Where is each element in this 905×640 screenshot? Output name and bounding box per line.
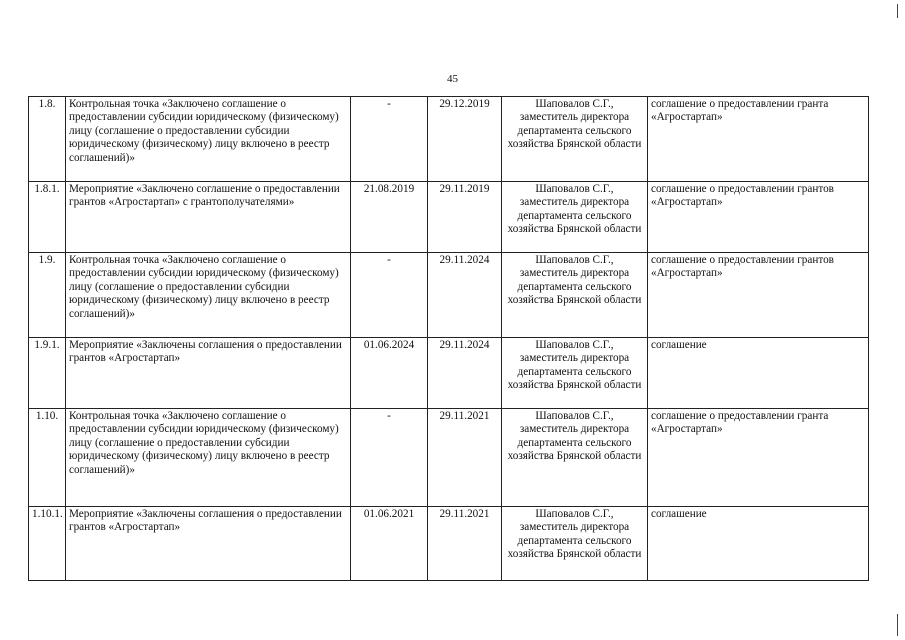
row-number: 1.9. (29, 253, 66, 338)
start-date: 21.08.2019 (351, 182, 428, 253)
start-date: 01.06.2021 (351, 507, 428, 581)
event-name: Мероприятие «Заключены соглашения о предоставлении грантов «Агростартап» (66, 507, 351, 581)
table-row (29, 507, 869, 581)
end-date: 29.12.2019 (428, 97, 502, 182)
row-number: 1.8.1. (29, 182, 66, 253)
result-document: соглашение о предоставлении грантов «Агростартап» (648, 253, 869, 338)
event-name: Мероприятие «Заключено соглашение о предоставлении грантов «Агростартап» с грантополучателями» (66, 182, 351, 253)
table-row (29, 97, 869, 182)
event-name: Мероприятие «Заключены соглашения о предоставлении грантов «Агростартап» (66, 338, 351, 409)
start-date: - (351, 409, 428, 507)
responsible-person: Шаповалов С.Г., заместитель директора департамента сельского хозяйства Брянской области (502, 338, 648, 409)
end-date: 29.11.2019 (428, 182, 502, 253)
end-date: 29.11.2021 (428, 507, 502, 581)
page-number: 45 (447, 73, 458, 85)
row-number: 1.8. (29, 97, 66, 182)
end-date: 29.11.2024 (428, 253, 502, 338)
table-row (29, 409, 869, 507)
row-number: 1.10. (29, 409, 66, 507)
result-document: соглашение (648, 507, 869, 581)
end-date: 29.11.2021 (428, 409, 502, 507)
event-name: Контрольная точка «Заключено соглашение о предоставлении субсидии юридическому (физическому) лицу (соглашение о предоставлении субсидии юридическому (физическому) лицу включено в реестр соглашений)» (66, 409, 351, 507)
event-name: Контрольная точка «Заключено соглашение о предоставлении субсидии юридическому (физическому) лицу (соглашение о предоставлении субсидии юридическому (физическому) лицу включено в реестр соглашений)» (66, 97, 351, 182)
event-name: Контрольная точка «Заключено соглашение о предоставлении субсидии юридическому (физическому) лицу (соглашение о предоставлении субсидии юридическому (физическому) лицу включено в реестр соглашений)» (66, 253, 351, 338)
start-date: - (351, 253, 428, 338)
start-date: - (351, 97, 428, 182)
row-number: 1.9.1. (29, 338, 66, 409)
scan-edge-mark-bottom (897, 614, 898, 636)
responsible-person: Шаповалов С.Г., заместитель директора департамента сельского хозяйства Брянской области (502, 97, 648, 182)
result-document: соглашение о предоставлении грантов «Агростартап» (648, 182, 869, 253)
table-row (29, 182, 869, 253)
responsible-person: Шаповалов С.Г., заместитель директора департамента сельского хозяйства Брянской области (502, 409, 648, 507)
table-row (29, 338, 869, 409)
start-date: 01.06.2024 (351, 338, 428, 409)
plan-table (28, 96, 869, 581)
responsible-person: Шаповалов С.Г., заместитель директора департамента сельского хозяйства Брянской области (502, 253, 648, 338)
responsible-person: Шаповалов С.Г., заместитель директора департамента сельского хозяйства Брянской области (502, 507, 648, 581)
end-date: 29.11.2024 (428, 338, 502, 409)
scan-edge-mark-top (897, 4, 898, 18)
result-document: соглашение о предоставлении гранта «Агростартап» (648, 409, 869, 507)
row-number: 1.10.1. (29, 507, 66, 581)
result-document: соглашение (648, 338, 869, 409)
table-row (29, 253, 869, 338)
responsible-person: Шаповалов С.Г., заместитель директора департамента сельского хозяйства Брянской области (502, 182, 648, 253)
result-document: соглашение о предоставлении гранта «Агростартап» (648, 97, 869, 182)
